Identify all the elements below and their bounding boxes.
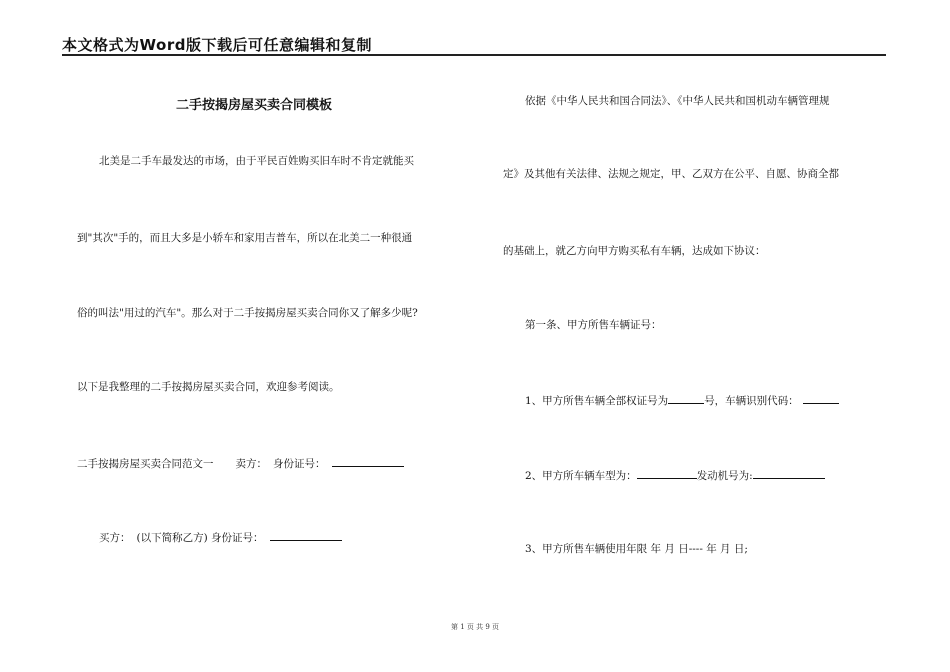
left-paragraph-4: 以下是我整理的二手按揭房屋买卖合同，欢迎参考阅读。 [77,381,340,393]
vehicle-model-blank [637,467,697,479]
page-footer: 第 1 页 共 9 页 [450,623,500,631]
buyer-label: 买方： [99,532,131,544]
engine-number-blank [753,467,825,479]
vin-label: 号，车辆识别代码： [704,395,799,407]
seller-label: 卖方： [235,458,267,470]
right-paragraph-4: 第一条、甲方所售车辆证号： [525,319,662,331]
right-paragraph-5 [525,392,839,408]
seller-id-label: 身份证号： [273,458,326,470]
right-paragraph-2: 定》及其他有关法律、法规之规定，甲、乙双方在公平、自愿、协商全都 [503,168,839,180]
left-paragraph-5 [77,455,404,471]
left-paragraph-3: 俗的叫法"用过的汽车"。那么对于二手按揭房屋买卖合同你又了解多少呢? [77,307,418,319]
buyer-id-blank [270,529,342,541]
left-paragraph-1: 北美是二手车最发达的市场，由于平民百姓购买旧车时不肯定就能买 [99,155,414,167]
left-paragraph-6 [99,529,342,545]
right-paragraph-6 [525,467,825,483]
ownership-cert-label: 1、甲方所售车辆全部权证号为 [525,395,669,407]
header-banner: 本文格式为Word版下载后可任意编辑和复制 [62,36,372,54]
vehicle-model-label: 2、甲方所车辆车型为： [525,470,637,482]
right-paragraph-3: 的基础上，就乙方向甲方购买私有车辆，达成如下协议： [503,245,766,257]
right-paragraph-7: 3、甲方所售车辆使用年限 年 月 日---- 年 月 日; [525,543,748,555]
sample-contract-label: 二手按揭房屋买卖合同范文一 [77,458,214,470]
ownership-cert-blank [668,392,704,404]
engine-number-label: 发动机号为: [696,470,753,482]
buyer-id-label: (以下简称乙方) 身份证号： [136,532,264,544]
right-paragraph-1: 依据《中华人民共和国合同法》、《中华人民共和国机动车辆管理规 [525,95,830,107]
vin-blank [803,392,839,404]
header-rule [62,54,886,56]
document-title: 二手按揭房屋买卖合同模板 [176,98,333,113]
left-paragraph-2: 到"其次"手的，而且大多是小轿车和家用吉普车，所以在北美二一种很通 [77,232,413,244]
seller-id-blank [332,455,404,467]
